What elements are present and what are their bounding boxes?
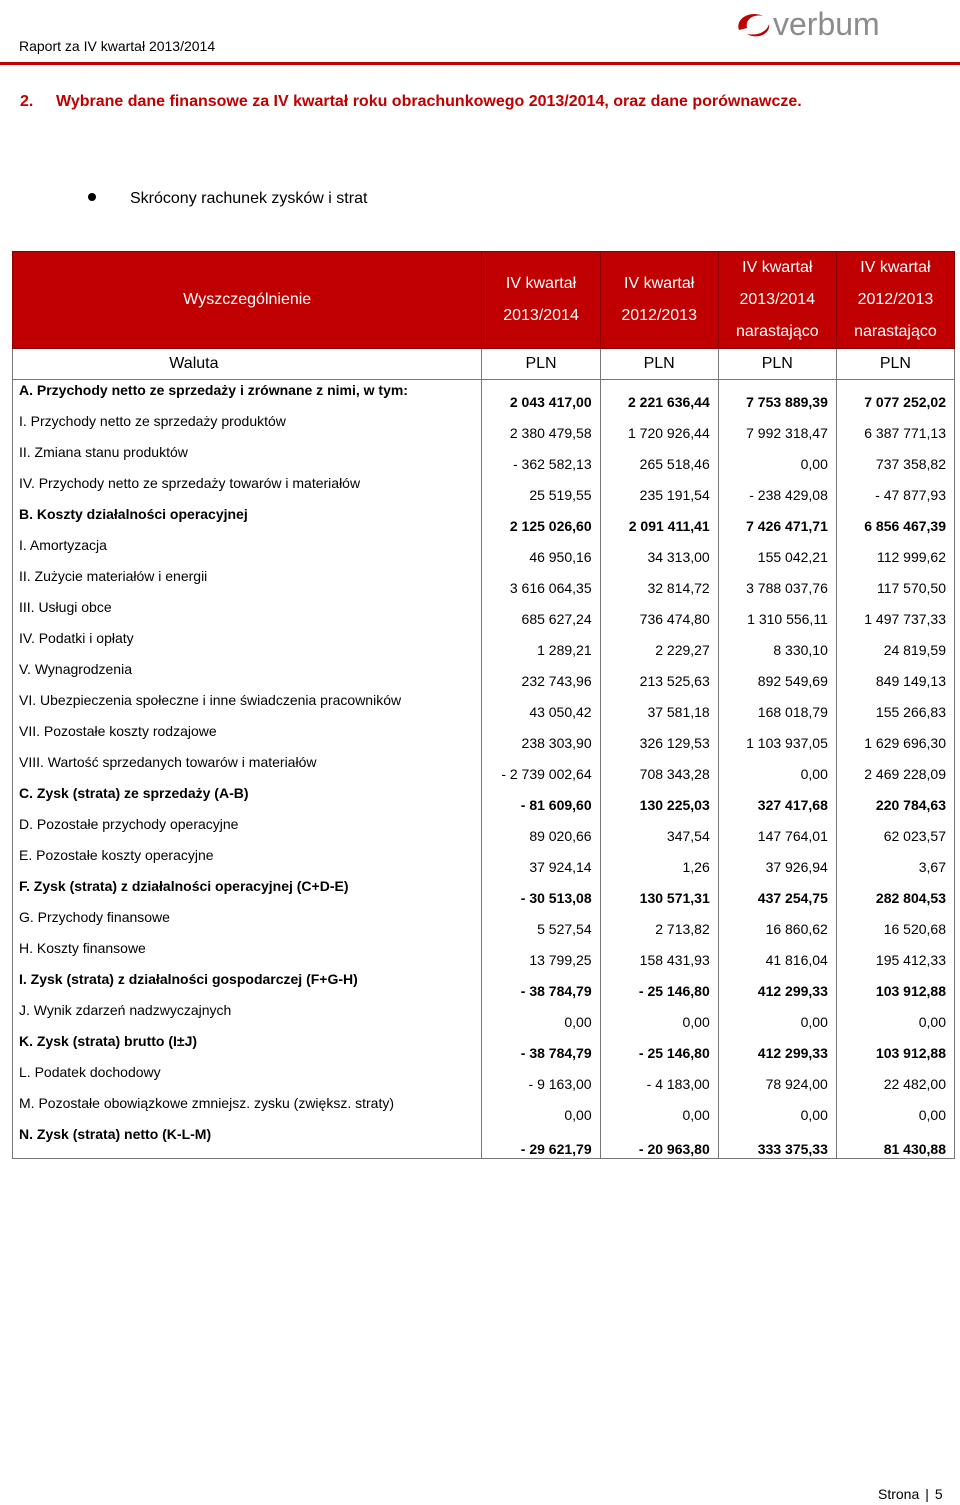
row-value-col-2: 736 474,80 [600,597,718,628]
row-value-col-2: - 25 146,80 [600,969,718,1000]
row-value-col-2: - 20 963,80 [600,1124,718,1159]
row-label: C. Zysk (strata) ze sprzedaży (A-B) [13,783,482,814]
row-value-col-3: 41 816,04 [718,938,836,969]
row-value-col-3: - 238 429,08 [718,473,836,504]
row-value-col-4: 16 520,68 [836,907,954,938]
row-label: G. Przychody finansowe [13,907,482,938]
row-value-col-4: 24 819,59 [836,628,954,659]
row-label: E. Pozostałe koszty operacyjne [13,845,482,876]
row-value-col-1: - 9 163,00 [482,1062,600,1093]
bullet-icon [88,193,96,201]
row-label: M. Pozostałe obowiązkowe zmniejsz. zysku (zwiększ. straty) [13,1093,482,1124]
row-value-col-3: 0,00 [718,1000,836,1031]
table-row [13,535,955,566]
row-value-col-3: 892 549,69 [718,659,836,690]
row-value-col-4: 155 266,83 [836,690,954,721]
row-value-col-1: 1 289,21 [482,628,600,659]
subsection-heading [88,190,367,208]
row-value-col-4: 117 570,50 [836,566,954,597]
row-value-col-3: 0,00 [718,752,836,783]
currency-col-1: PLN [482,349,600,380]
row-value-col-2: 0,00 [600,1093,718,1124]
row-value-col-2: 326 129,53 [600,721,718,752]
section-title: Wybrane dane finansowe za IV kwartał roku obrachunkowego 2013/2014, oraz dane porównawcze. [56,93,802,110]
row-value-col-1: 2 125 026,60 [482,504,600,535]
row-value-col-1: - 362 582,13 [482,442,600,473]
row-value-col-4: 3,67 [836,845,954,876]
row-value-col-4: 6 856 467,39 [836,504,954,535]
row-value-col-4: 62 023,57 [836,814,954,845]
header-col-4-line-1: IV kwartał [860,259,931,276]
header-col-1-line-1: IV kwartał [505,275,577,292]
row-label: F. Zysk (strata) z działalności operacyjnej (C+D-E) [13,876,482,907]
row-value-col-1: 238 303,90 [482,721,600,752]
table-row [13,1062,955,1093]
row-value-col-3: 7 753 889,39 [718,380,836,412]
row-value-col-3: 155 042,21 [718,535,836,566]
row-value-col-4: 282 804,53 [836,876,954,907]
row-value-col-1: 46 950,16 [482,535,600,566]
table-row [13,566,955,597]
table-row [13,752,955,783]
row-value-col-4: 112 999,62 [836,535,954,566]
table-row [13,659,955,690]
row-value-col-2: 0,00 [600,1000,718,1031]
row-value-col-3: 1 310 556,11 [718,597,836,628]
row-value-col-3: 412 299,33 [718,969,836,1000]
row-value-col-2: 1,26 [600,845,718,876]
row-value-col-2: 213 525,63 [600,659,718,690]
row-label: N. Zysk (strata) netto (K-L-M) [13,1124,482,1159]
header-col-3-line-1: IV kwartał [742,259,813,276]
header-divider [0,62,960,65]
row-label: III. Usługi obce [13,597,482,628]
row-value-col-3: 37 926,94 [718,845,836,876]
row-value-col-3: 7 992 318,47 [718,411,836,442]
header-col-4 [836,252,954,349]
row-label: B. Koszty działalności operacyjnej [13,504,482,535]
row-value-col-1: - 2 739 002,64 [482,752,600,783]
row-value-col-4: 1 629 696,30 [836,721,954,752]
table-row [13,907,955,938]
table-row [13,721,955,752]
row-value-col-3: 8 330,10 [718,628,836,659]
row-value-col-2: 347,54 [600,814,718,845]
row-value-col-3: 0,00 [718,442,836,473]
header-col-3-line-2: 2013/2014 [739,291,816,308]
row-label: H. Koszty finansowe [13,938,482,969]
row-value-col-4: 1 497 737,33 [836,597,954,628]
row-label: V. Wynagrodzenia [13,659,482,690]
header-col-1-line-2: 2013/2014 [503,307,579,324]
row-value-col-4: 0,00 [836,1000,954,1031]
row-value-col-1: 43 050,42 [482,690,600,721]
row-value-col-2: - 25 146,80 [600,1031,718,1062]
report-title: Raport za IV kwartał 2013/2014 [19,38,216,54]
header-col-4-line-2: 2012/2013 [857,291,934,308]
page-number: 5 [934,1486,943,1502]
row-value-col-1: 0,00 [482,1000,600,1031]
row-value-col-2: 2 091 411,41 [600,504,718,535]
row-value-col-2: 708 343,28 [600,752,718,783]
row-label: I. Przychody netto ze sprzedaży produktów [13,411,482,442]
table-row [13,411,955,442]
row-label: II. Zużycie materiałów i energii [13,566,482,597]
row-value-col-3: 78 924,00 [718,1062,836,1093]
row-label: I. Amortyzacja [13,535,482,566]
section-heading [20,93,802,111]
row-value-col-1: 2 380 479,58 [482,411,600,442]
row-value-col-2: - 4 183,00 [600,1062,718,1093]
table-row [13,504,955,535]
row-value-col-4: 103 912,88 [836,1031,954,1062]
row-value-col-2: 32 814,72 [600,566,718,597]
row-value-col-4: 81 430,88 [836,1124,954,1159]
table-row [13,938,955,969]
row-value-col-1: - 81 609,60 [482,783,600,814]
header-col-3 [718,252,836,349]
row-value-col-1: 13 799,25 [482,938,600,969]
row-value-col-1: 685 627,24 [482,597,600,628]
header-col-1 [482,252,600,349]
row-value-col-2: 158 431,93 [600,938,718,969]
row-label: IV. Przychody netto ze sprzedaży towarów i materiałów [13,473,482,504]
row-value-col-1: - 38 784,79 [482,1031,600,1062]
currency-label: Waluta [13,349,482,380]
income-statement-table [12,251,955,1159]
row-value-col-4: 103 912,88 [836,969,954,1000]
row-label: I. Zysk (strata) z działalności gospodarczej (F+G-H) [13,969,482,1000]
row-value-col-1: 2 043 417,00 [482,380,600,412]
row-value-col-3: 437 254,75 [718,876,836,907]
row-value-col-1: 37 924,14 [482,845,600,876]
row-value-col-1: - 29 621,79 [482,1124,600,1159]
row-value-col-2: 130 225,03 [600,783,718,814]
table-row [13,690,955,721]
page-footer [878,1486,943,1502]
row-value-col-1: 5 527,54 [482,907,600,938]
table-row [13,473,955,504]
row-value-col-3: 0,00 [718,1093,836,1124]
header-col-2-line-2: 2012/2013 [621,307,697,324]
row-value-col-2: 1 720 926,44 [600,411,718,442]
row-value-col-3: 412 299,33 [718,1031,836,1062]
table-row [13,845,955,876]
row-value-col-3: 3 788 037,76 [718,566,836,597]
page-label: Strona [878,1486,920,1502]
table-row [13,969,955,1000]
table-row [13,442,955,473]
section-number: 2. [20,93,34,110]
row-value-col-3: 327 417,68 [718,783,836,814]
row-value-col-2: 235 191,54 [600,473,718,504]
row-value-col-1: 3 616 064,35 [482,566,600,597]
table-row [13,1000,955,1031]
row-label: A. Przychody netto ze sprzedaży i zrównane z nimi, w tym: [13,380,482,412]
row-label: J. Wynik zdarzeń nadzwyczajnych [13,1000,482,1031]
row-value-col-2: 37 581,18 [600,690,718,721]
currency-col-3: PLN [718,349,836,380]
header-description: Wyszczególnienie [13,252,482,349]
row-value-col-2: 2 221 636,44 [600,380,718,412]
row-value-col-3: 168 018,79 [718,690,836,721]
row-value-col-4: 0,00 [836,1093,954,1124]
row-label: D. Pozostałe przychody operacyjne [13,814,482,845]
table-row [13,876,955,907]
row-value-col-4: 220 784,63 [836,783,954,814]
row-value-col-1: - 38 784,79 [482,969,600,1000]
row-label: VIII. Wartość sprzedanych towarów i materiałów [13,752,482,783]
row-value-col-1: 232 743,96 [482,659,600,690]
row-value-col-3: 147 764,01 [718,814,836,845]
row-label: VI. Ubezpieczenia społeczne i inne świadczenia pracowników [13,690,482,721]
table-row [13,380,955,412]
subsection-title: Skrócony rachunek zysków i strat [130,190,368,207]
table-row [13,597,955,628]
row-value-col-3: 7 426 471,71 [718,504,836,535]
row-value-col-3: 1 103 937,05 [718,721,836,752]
table-row [13,1093,955,1124]
row-value-col-4: 6 387 771,13 [836,411,954,442]
row-value-col-4: - 47 877,93 [836,473,954,504]
row-label: K. Zysk (strata) brutto (I±J) [13,1031,482,1062]
verbum-logo [733,6,903,42]
table-row [13,814,955,845]
page-separator: | [925,1486,929,1502]
row-label: L. Podatek dochodowy [13,1062,482,1093]
row-value-col-4: 2 469 228,09 [836,752,954,783]
row-value-col-4: 22 482,00 [836,1062,954,1093]
row-value-col-3: 16 860,62 [718,907,836,938]
row-value-col-4: 849 149,13 [836,659,954,690]
table-row [13,783,955,814]
row-value-col-1: 25 519,55 [482,473,600,504]
currency-row [13,349,955,380]
row-label: IV. Podatki i opłaty [13,628,482,659]
header-col-4-line-3: narastająco [854,323,937,340]
currency-col-4: PLN [836,349,954,380]
table-row [13,628,955,659]
row-value-col-4: 7 077 252,02 [836,380,954,412]
row-value-col-2: 265 518,46 [600,442,718,473]
logo-wordmark: verbum [773,6,880,42]
header-col-3-line-3: narastająco [735,323,819,340]
header-col-2 [600,252,718,349]
logo-swoosh-icon [738,14,769,36]
table-row [13,1124,955,1159]
row-value-col-2: 2 713,82 [600,907,718,938]
row-value-col-2: 34 313,00 [600,535,718,566]
row-value-col-1: 0,00 [482,1093,600,1124]
row-label: II. Zmiana stanu produktów [13,442,482,473]
row-value-col-3: 333 375,33 [718,1124,836,1159]
row-value-col-4: 195 412,33 [836,938,954,969]
row-value-col-2: 130 571,31 [600,876,718,907]
table-row [13,1031,955,1062]
currency-col-2: PLN [600,349,718,380]
row-value-col-2: 2 229,27 [600,628,718,659]
row-value-col-4: 737 358,82 [836,442,954,473]
header-col-2-line-1: IV kwartał [624,275,695,292]
row-value-col-1: 89 020,66 [482,814,600,845]
table-header-row [13,252,955,349]
row-label: VII. Pozostałe koszty rodzajowe [13,721,482,752]
row-value-col-1: - 30 513,08 [482,876,600,907]
